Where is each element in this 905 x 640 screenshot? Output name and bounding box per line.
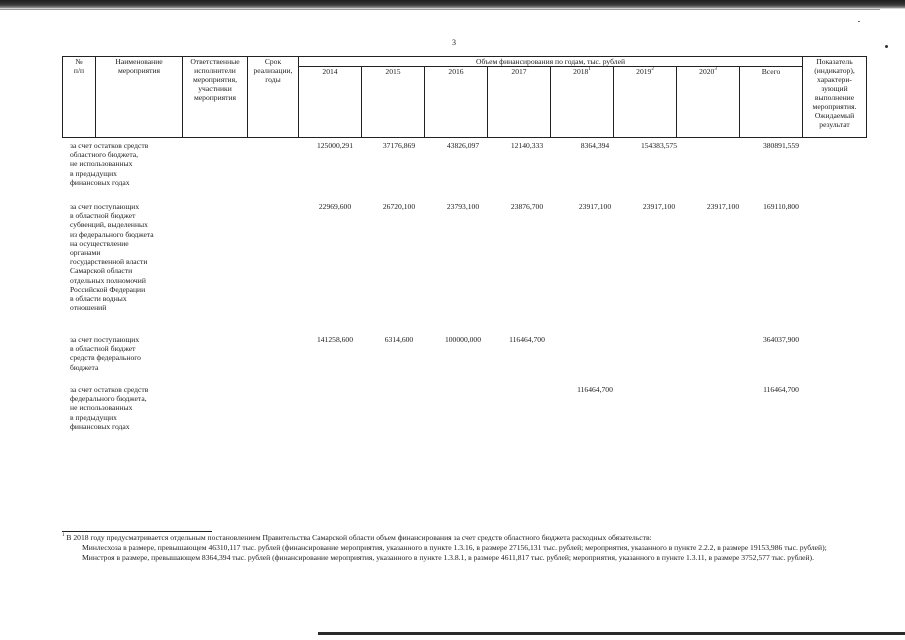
value-cell: 364037,900 bbox=[762, 335, 800, 344]
value-cell: 23917,100 bbox=[578, 202, 612, 211]
footnote-paragraph: Минстроя в размере, превышающем 8364,394 тыс. рублей (финансирование мероприятия, указанного в пункте 1.3.8.1, в размере 4611,817 тыс. рублей; мероприятия, указанного в пункте 1.3.11, в размере 3752,577 тыс. рублей). bbox=[82, 553, 814, 562]
value-cell: 100000,000 bbox=[444, 335, 482, 344]
value-cell: 169110,800 bbox=[763, 202, 799, 211]
scan-speck bbox=[885, 45, 888, 48]
table-header bbox=[62, 56, 867, 138]
footnote-rule bbox=[62, 531, 212, 532]
value-cell: 141258,600 bbox=[316, 335, 354, 344]
header-year: 2017 bbox=[488, 67, 551, 138]
value-cell: 23793,100 bbox=[446, 202, 480, 211]
page-number: 3 bbox=[452, 38, 456, 47]
scan-edge-line bbox=[0, 9, 880, 10]
row-description: за счет поступающих в областной бюджет средств федерального бюджета bbox=[70, 335, 141, 372]
header-year: Всего bbox=[740, 67, 803, 138]
row-description: за счет поступающих в областной бюджет субвенций, выделенных из федерального бюджета на осуществление органами государственной власти Самарской области отдельных полномочий Российской Федерации в области водных отношений bbox=[70, 202, 154, 313]
header-name: Наименование мероприятия bbox=[96, 57, 183, 138]
header-year: 2020$^3$ bbox=[677, 67, 740, 138]
scan-edge-top bbox=[0, 0, 905, 9]
header-number: № п/п bbox=[63, 57, 96, 138]
value-cell: 12140,333 bbox=[510, 141, 544, 150]
value-cell: 23917,100 bbox=[706, 202, 740, 211]
header-funding: Объем финансирования по годам, тыс. рублей bbox=[299, 57, 803, 67]
footnote-intro: $^1$ В 2018 году предусматривается отдельным постановлением Правительства Самарской области объем финансирования за счет средств областного бюджета расходных обязательств: bbox=[62, 533, 652, 542]
scan-edge-bottom bbox=[318, 632, 905, 635]
row-description: за счет остатков средств федерального бюджета, не использованных в предыдущих финансовых годах bbox=[70, 385, 149, 431]
value-cell: 26720,100 bbox=[382, 202, 416, 211]
footnote bbox=[62, 533, 884, 563]
value-cell: 23876,700 bbox=[510, 202, 544, 211]
footnote-marker: 1 bbox=[62, 533, 65, 538]
value-cell: 22969,600 bbox=[318, 202, 352, 211]
value-cell: 43826,097 bbox=[446, 141, 480, 150]
header-year: 2016 bbox=[425, 67, 488, 138]
value-cell: 8364,394 bbox=[580, 141, 610, 150]
row-description: за счет остатков средств областного бюджета, не использованных в предыдущих финансовых годах bbox=[70, 141, 149, 187]
header-year: 2015 bbox=[362, 67, 425, 138]
value-cell: 37176,869 bbox=[382, 141, 416, 150]
value-cell: 154383,575 bbox=[640, 141, 678, 150]
value-cell: 23917,100 bbox=[642, 202, 676, 211]
value-cell: 116464,700 bbox=[763, 385, 799, 394]
header-year: 2019$^2$ bbox=[614, 67, 677, 138]
header-term: Срок реализации, годы bbox=[248, 57, 299, 138]
footnote-paragraph: Минлесхоза в размере, превышающем 46310,117 тыс. рублей (финансирование мероприятия, указанного в пункте 1.3.16, в размере 27156,131 тыс. рублей; мероприятия, указанного в пункте 2.2.2, в размере 19153,986 тыс. рублей); bbox=[82, 543, 827, 552]
value-cell: 380891,559 bbox=[762, 141, 800, 150]
header-responsible: Ответственные исполнители мероприятия, участники мероприятия bbox=[183, 57, 248, 138]
scan-speck bbox=[858, 21, 860, 22]
header-year: 2018$^1$ bbox=[551, 67, 614, 138]
value-cell: 116464,700 bbox=[509, 335, 545, 344]
value-cell: 6314,600 bbox=[384, 335, 414, 344]
value-cell: 125000,291 bbox=[316, 141, 354, 150]
header-indicator: Показатель (индикатор), характери- зующий выполнение мероприятия. Ожидаемый результат bbox=[803, 57, 867, 138]
value-cell: 116464,700 bbox=[577, 385, 613, 394]
header-year: 2014 bbox=[299, 67, 362, 138]
